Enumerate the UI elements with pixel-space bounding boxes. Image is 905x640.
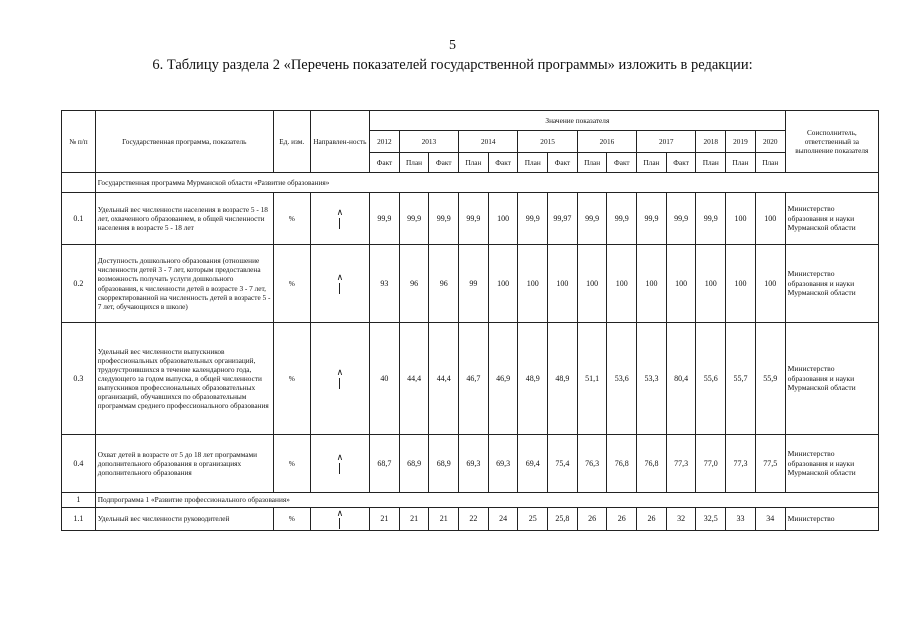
direction-bar (339, 218, 340, 229)
value-cell: 100 (726, 193, 756, 245)
value-cell: 22 (459, 508, 489, 531)
direction-symbol: ∧ (336, 508, 344, 518)
table-row (62, 193, 879, 245)
direction-cell (310, 193, 369, 245)
value-cell: 99,9 (607, 193, 637, 245)
value-cell: 21 (399, 508, 429, 531)
indicator-name: Удельный вес численности выпускников профессиональных образовательных организаций, трудоустроившихся в течение календарного года, следующего за годом выпуска, в общей численности выпускников профессиональных образовательных организаций, обучавшихся по образовательным программам среднего профессионального образования (95, 323, 273, 435)
indicator-name: Удельный вес численности руководителей (95, 508, 273, 531)
plan-fact-header: План (399, 153, 429, 173)
plan-fact-header: Факт (548, 153, 578, 173)
value-cell: 96 (429, 245, 459, 323)
section-row (62, 173, 879, 193)
value-cell: 100 (726, 245, 756, 323)
value-cell: 99,9 (666, 193, 696, 245)
value-cell: 48,9 (518, 323, 548, 435)
direction-cell (310, 245, 369, 323)
value-cell: 77,3 (726, 435, 756, 493)
executor-cell: Министерство образования и науки Мурманской области (785, 435, 878, 493)
value-cell: 26 (607, 508, 637, 531)
plan-fact-header: План (726, 153, 756, 173)
value-cell: 44,4 (429, 323, 459, 435)
year-header: 2017 (637, 131, 696, 153)
value-cell: 100 (637, 245, 667, 323)
year-header: 2014 (459, 131, 518, 153)
value-cell: 25,8 (548, 508, 578, 531)
row-number (62, 173, 96, 193)
header-num: № п/п (62, 111, 96, 173)
direction-cell (310, 435, 369, 493)
increase-direction-icon (337, 368, 344, 388)
value-cell: 46,7 (459, 323, 489, 435)
value-cell: 99,9 (577, 193, 607, 245)
direction-cell (310, 508, 369, 531)
value-cell: 76,3 (577, 435, 607, 493)
plan-fact-header: План (755, 153, 785, 173)
document-heading: 6. Таблицу раздела 2 «Перечень показателей государственной программы» изложить в редакции: (152, 57, 753, 73)
value-cell: 34 (755, 508, 785, 531)
value-cell: 53,3 (637, 323, 667, 435)
value-cell: 26 (577, 508, 607, 531)
value-cell: 24 (488, 508, 518, 531)
value-cell: 99 (459, 245, 489, 323)
table-row (62, 245, 879, 323)
value-cell: 25 (518, 508, 548, 531)
value-cell: 76,8 (607, 435, 637, 493)
value-cell: 100 (488, 245, 518, 323)
value-cell: 100 (518, 245, 548, 323)
value-cell: 51,1 (577, 323, 607, 435)
value-cell: 69,3 (488, 435, 518, 493)
plan-fact-header: План (518, 153, 548, 173)
direction-bar (339, 463, 340, 474)
header-direction: Направлен-ность (310, 111, 369, 173)
row-number: 0.3 (62, 323, 96, 435)
value-cell: 46,9 (488, 323, 518, 435)
plan-fact-header: Факт (488, 153, 518, 173)
value-cell: 99,9 (518, 193, 548, 245)
executor-cell: Министерство образования и науки Мурманской области (785, 193, 878, 245)
unit-cell: % (273, 508, 310, 531)
unit-cell: % (273, 435, 310, 493)
year-header: 2015 (518, 131, 577, 153)
value-cell: 99,9 (459, 193, 489, 245)
value-cell: 68,7 (370, 435, 400, 493)
value-cell: 100 (755, 245, 785, 323)
value-cell: 99,9 (637, 193, 667, 245)
increase-direction-icon (337, 208, 344, 228)
unit-cell: % (273, 245, 310, 323)
value-cell: 100 (577, 245, 607, 323)
header-name: Государственная программа, показатель (95, 111, 273, 173)
row-number: 0.4 (62, 435, 96, 493)
direction-symbol: ∧ (336, 367, 344, 378)
plan-fact-header: План (577, 153, 607, 173)
value-cell: 100 (548, 245, 578, 323)
header-unit: Ед. изм. (273, 111, 310, 173)
year-header: 2019 (726, 131, 756, 153)
plan-fact-header: Факт (607, 153, 637, 173)
value-cell: 55,6 (696, 323, 726, 435)
value-cell: 68,9 (429, 435, 459, 493)
value-cell: 53,6 (607, 323, 637, 435)
year-header: 2020 (755, 131, 785, 153)
plan-fact-header: Факт (370, 153, 400, 173)
table-row (62, 435, 879, 493)
header-executor: Соисполнитель, ответственный за выполнение показателя (785, 111, 878, 173)
increase-direction-icon (337, 453, 344, 473)
section-title: Государственная программа Мурманской области «Развитие образования» (95, 173, 878, 193)
direction-symbol: ∧ (336, 272, 344, 283)
indicators-table (61, 110, 879, 531)
value-cell: 77,3 (666, 435, 696, 493)
value-cell: 80,4 (666, 323, 696, 435)
unit-cell: % (273, 193, 310, 245)
value-cell: 100 (696, 245, 726, 323)
increase-direction-icon (337, 509, 344, 529)
direction-bar (339, 518, 340, 529)
value-cell: 40 (370, 323, 400, 435)
indicator-name: Охват детей в возрасте от 5 до 18 лет программами дополнительного образования в организациях дополнительного образования (95, 435, 273, 493)
value-cell: 99,9 (399, 193, 429, 245)
plan-fact-header: План (459, 153, 489, 173)
value-cell: 55,9 (755, 323, 785, 435)
indicator-name: Доступность дошкольного образования (отношение численности детей 3 - 7 лет, которым предоставлена возможность получать услуги дошкольного образования, к численности детей в возрасте 3 - 7 лет, скорректированной на численность детей в возрасте 5 - 7 лет, обучающихся в школе) (95, 245, 273, 323)
value-cell: 75,4 (548, 435, 578, 493)
value-cell: 26 (637, 508, 667, 531)
direction-bar (339, 378, 340, 389)
value-cell: 33 (726, 508, 756, 531)
value-cell: 21 (370, 508, 400, 531)
direction-symbol: ∧ (336, 452, 344, 463)
value-cell: 32,5 (696, 508, 726, 531)
increase-direction-icon (337, 273, 344, 293)
value-cell: 99,9 (696, 193, 726, 245)
direction-bar (339, 283, 340, 294)
year-header: 2012 (370, 131, 400, 153)
table-row (62, 323, 879, 435)
value-cell: 99,9 (370, 193, 400, 245)
value-cell: 69,3 (459, 435, 489, 493)
direction-cell (310, 323, 369, 435)
value-cell: 96 (399, 245, 429, 323)
value-cell: 99,9 (429, 193, 459, 245)
plan-fact-header: Факт (429, 153, 459, 173)
section-title: Подпрограмма 1 «Развитие профессионального образования» (95, 493, 878, 508)
value-cell: 77,0 (696, 435, 726, 493)
value-cell: 32 (666, 508, 696, 531)
section-row (62, 493, 879, 508)
value-cell: 48,9 (548, 323, 578, 435)
header-values-group: Значение показателя (370, 111, 786, 131)
value-cell: 100 (755, 193, 785, 245)
value-cell: 100 (607, 245, 637, 323)
value-cell: 76,8 (637, 435, 667, 493)
value-cell: 44,4 (399, 323, 429, 435)
unit-cell: % (273, 323, 310, 435)
value-cell: 68,9 (399, 435, 429, 493)
value-cell: 77,5 (755, 435, 785, 493)
direction-symbol: ∧ (336, 207, 344, 218)
value-cell: 99,97 (548, 193, 578, 245)
year-header: 2018 (696, 131, 726, 153)
indicator-name: Удельный вес численности населения в возрасте 5 - 18 лет, охваченного образованием, в общей численности населения в возрасте 5 - 18 лет (95, 193, 273, 245)
row-number: 1 (62, 493, 96, 508)
value-cell: 55,7 (726, 323, 756, 435)
plan-fact-header: План (696, 153, 726, 173)
row-number: 0.2 (62, 245, 96, 323)
value-cell: 100 (488, 193, 518, 245)
year-header: 2013 (399, 131, 458, 153)
value-cell: 21 (429, 508, 459, 531)
executor-cell: Министерство (785, 508, 878, 531)
value-cell: 100 (666, 245, 696, 323)
value-cell: 69,4 (518, 435, 548, 493)
row-number: 0.1 (62, 193, 96, 245)
row-number: 1.1 (62, 508, 96, 531)
year-header: 2016 (577, 131, 636, 153)
executor-cell: Министерство образования и науки Мурманской области (785, 323, 878, 435)
plan-fact-header: План (637, 153, 667, 173)
plan-fact-header: Факт (666, 153, 696, 173)
executor-cell: Министерство образования и науки Мурманской области (785, 245, 878, 323)
value-cell: 93 (370, 245, 400, 323)
table-row (62, 508, 879, 531)
page-number: 5 (449, 38, 456, 53)
